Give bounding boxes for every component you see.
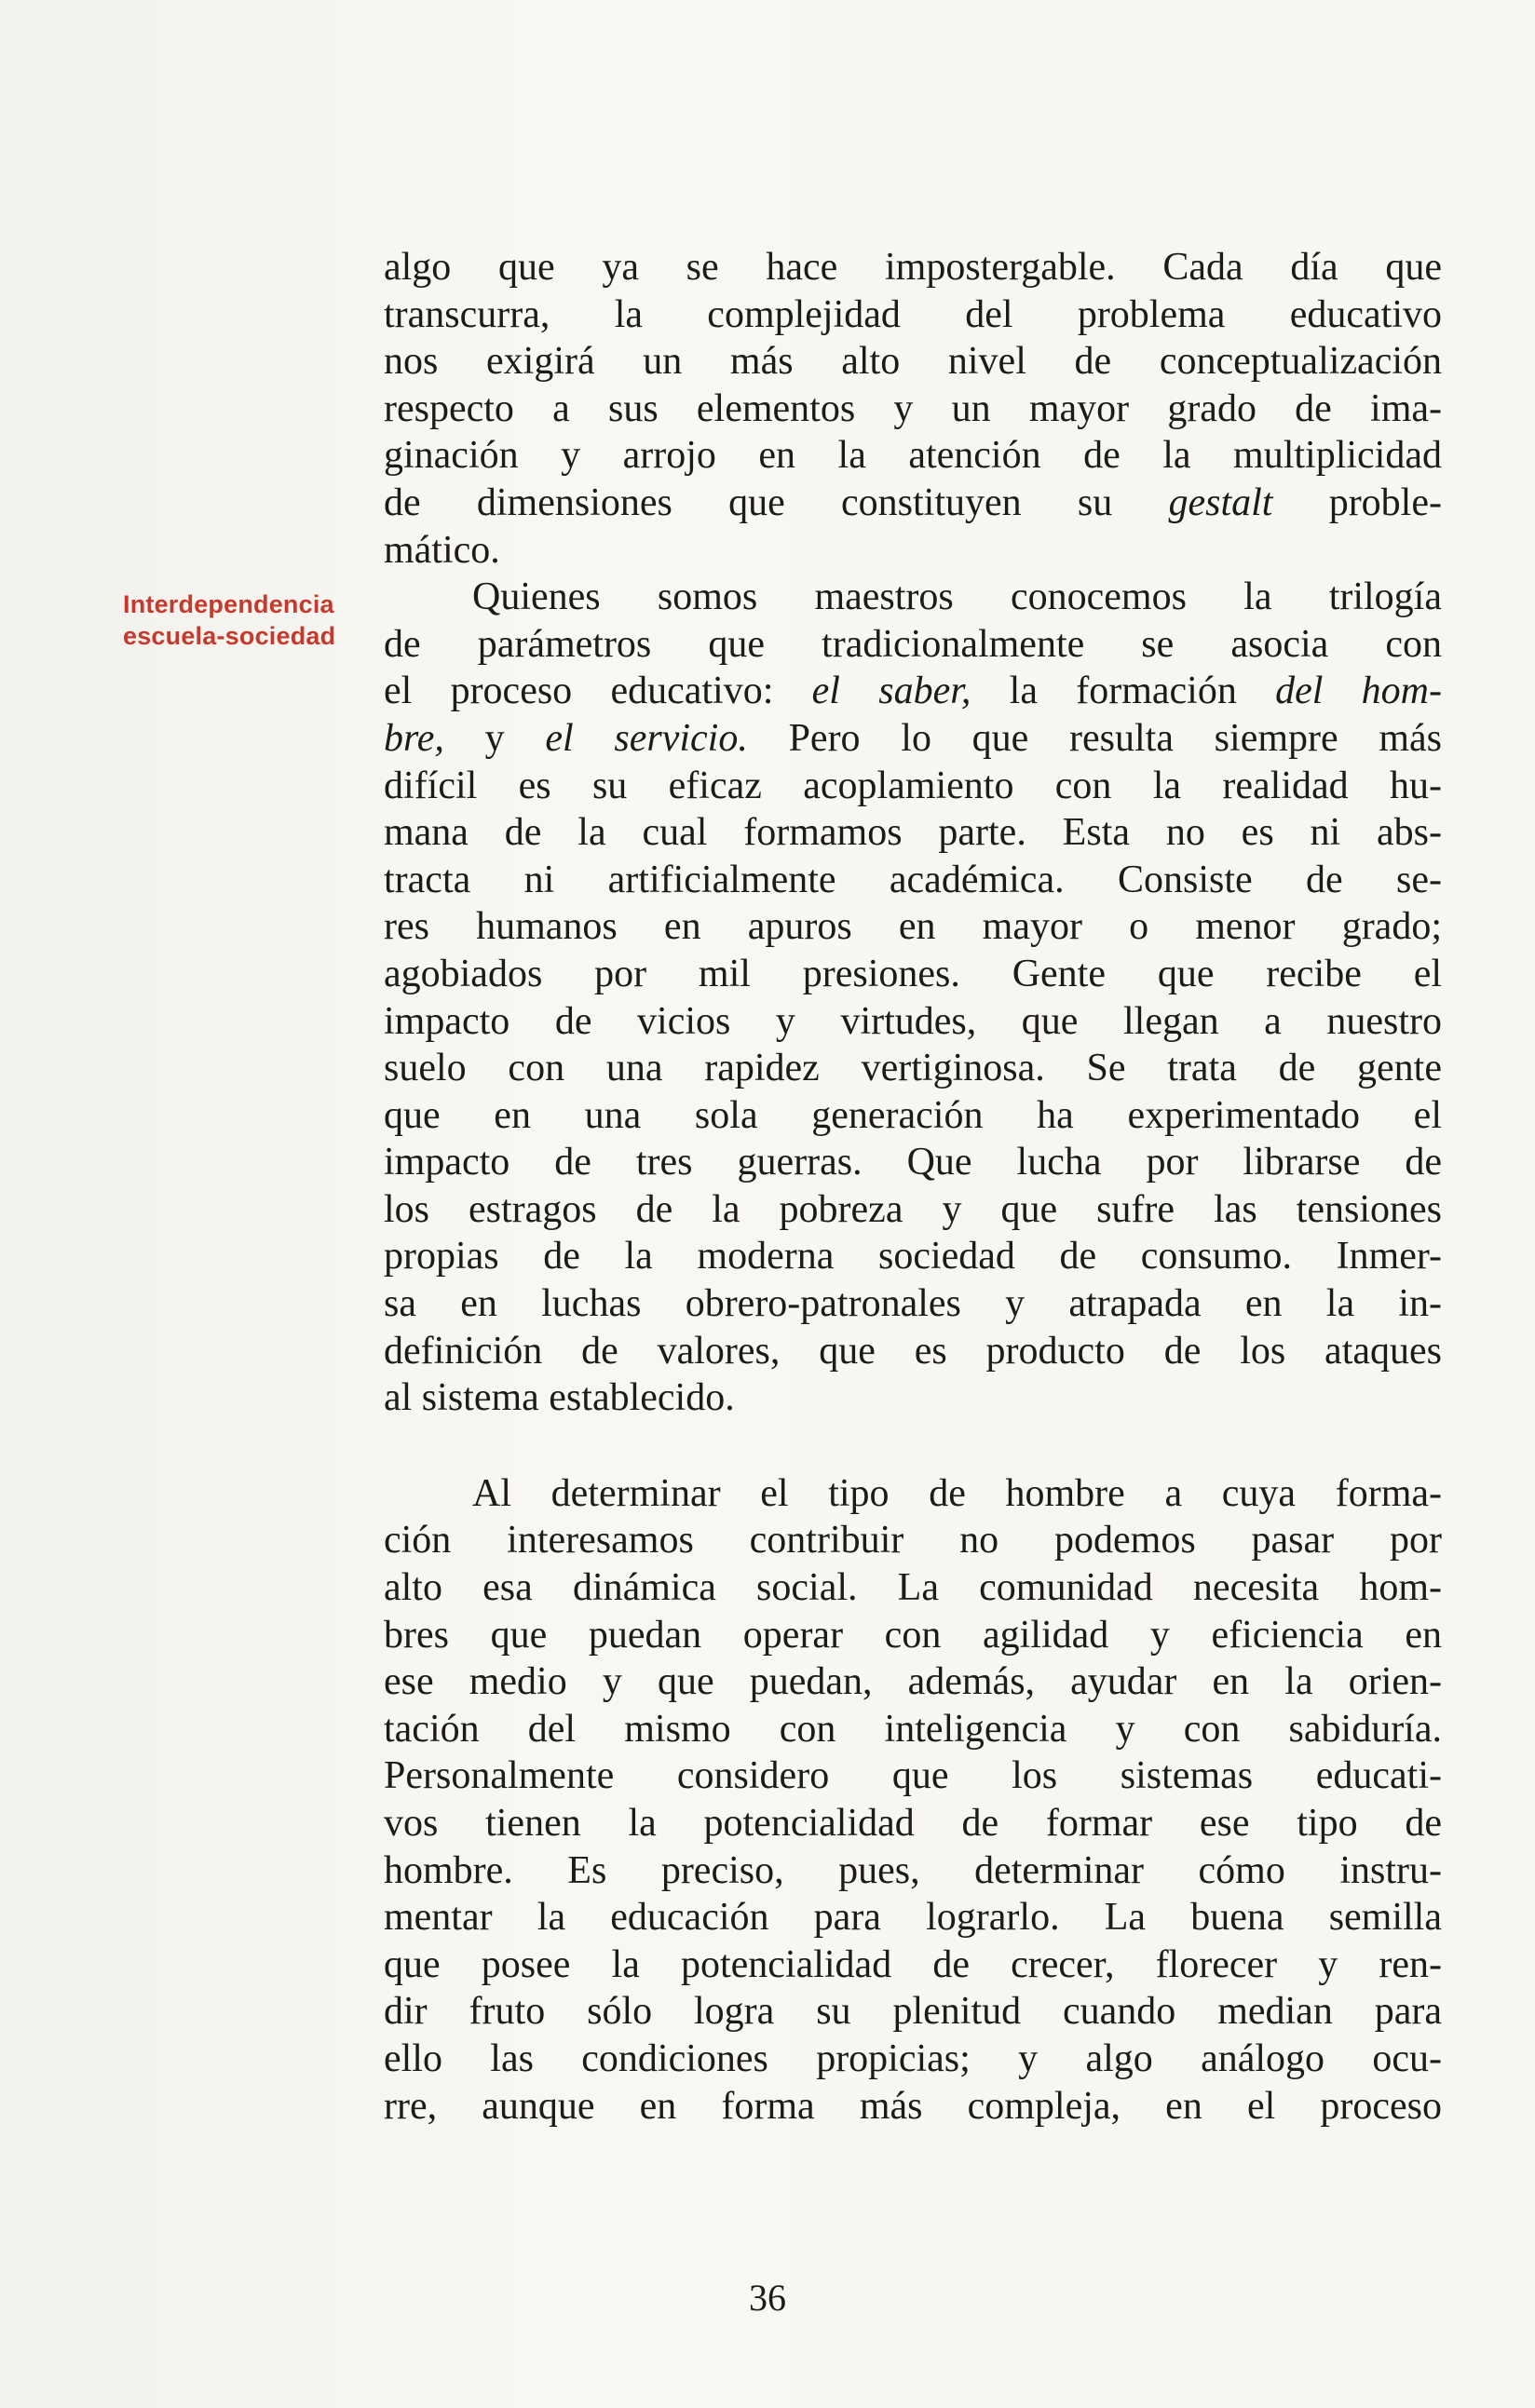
text-line: Personalmente considero que los sistemas educati- [384, 1754, 1442, 1798]
paragraph-1 [384, 244, 1442, 574]
text-line: Quienes somos maestros conocemos la trilogía [472, 575, 1442, 619]
text-line: rre, aunque en forma más compleja, en el proceso [384, 2084, 1442, 2128]
text-line: los estragos de la pobreza y que sufre las tensiones [384, 1187, 1442, 1231]
text-line: transcurra, la complejidad del problema educativo [384, 292, 1442, 336]
text-line: propias de la moderna sociedad de consumo. Inmer- [384, 1235, 1442, 1278]
text-line: Al determinar el tipo de hombre a cuya forma- [472, 1471, 1442, 1515]
paragraph-3 [384, 1470, 1442, 2130]
text-line: tación del mismo con inteligencia y con sabiduría. [384, 1707, 1442, 1751]
text-line: ción interesamos contribuir no podemos pasar por [384, 1519, 1442, 1562]
text-line: vos tienen la potencialidad de formar ese tipo de [384, 1802, 1442, 1845]
margin-note-line-1: Interdependencia [123, 590, 334, 618]
text-line: tracta ni artificialmente académica. Consiste de se- [384, 858, 1442, 901]
text-line: mático. [384, 528, 500, 572]
text-line: suelo con una rapidez vertiginosa. Se trata de gente [384, 1047, 1442, 1090]
text-line: hombre. Es preciso, pues, determinar cómo instru- [384, 1848, 1442, 1892]
text-line: ese medio y que puedan, además, ayudar en la orien- [384, 1660, 1442, 1704]
text-line: que en una sola generación ha experimentado el [384, 1093, 1442, 1137]
paragraph-2 [384, 574, 1442, 1422]
body-text [384, 244, 1442, 2130]
text-line: impacto de tres guerras. Que lucha por librarse de [384, 1141, 1442, 1184]
text-line: ello las condiciones propicias; y algo análogo ocu- [384, 2036, 1442, 2080]
text-line: ginación y arrojo en la atención de la multiplicidad [384, 434, 1442, 478]
text-line: que posee la potencialidad de crecer, florecer y ren- [384, 1942, 1442, 1986]
text-line: respecto a sus elementos y un mayor grado de ima- [384, 386, 1442, 430]
paragraph-gap [384, 1422, 1442, 1470]
text-line: nos exigirá un más alto nivel de conceptualización [384, 340, 1442, 384]
text-line: bre, y el servicio. Pero lo que resulta siempre más [384, 716, 1443, 760]
text-line: el proceso educativo: el saber, la formación del hom- [384, 670, 1442, 713]
text-line: impacto de vicios y virtudes, que llegan a nuestro [384, 999, 1442, 1043]
text-line: difícil es su eficaz acoplamiento con la realidad hu- [384, 764, 1442, 807]
text-line: res humanos en apuros en mayor o menor grado; [384, 905, 1442, 949]
text-line: agobiados por mil presiones. Gente que recibe el [384, 952, 1442, 995]
margin-note [123, 588, 384, 652]
text-line: dir fruto sólo logra su plenitud cuando median para [384, 1990, 1442, 2034]
text-line: bres que puedan operar con agilidad y eficiencia en [384, 1613, 1442, 1657]
text-line: definición de valores, que es producto de los ataques [384, 1329, 1442, 1373]
margin-note-line-2: escuela-sociedad [123, 622, 336, 650]
text-line: mana de la cual formamos parte. Esta no es ni abs- [384, 811, 1442, 855]
text-line: alto esa dinámica social. La comunidad necesita hom- [384, 1566, 1442, 1610]
text-line: de dimensiones que constituyen su gestalt proble- [384, 480, 1442, 524]
text-line: de parámetros que tradicionalmente se asocia con [384, 622, 1442, 666]
text-line: mentar la educación para lograrlo. La buena semilla [384, 1896, 1442, 1940]
text-line: algo que ya se hace impostergable. Cada día que [384, 246, 1442, 289]
page-number: 36 [749, 2277, 786, 2319]
text-line: sa en luchas obrero-patronales y atrapada en la in- [384, 1282, 1442, 1326]
text-line: al sistema establecido. [384, 1376, 735, 1420]
